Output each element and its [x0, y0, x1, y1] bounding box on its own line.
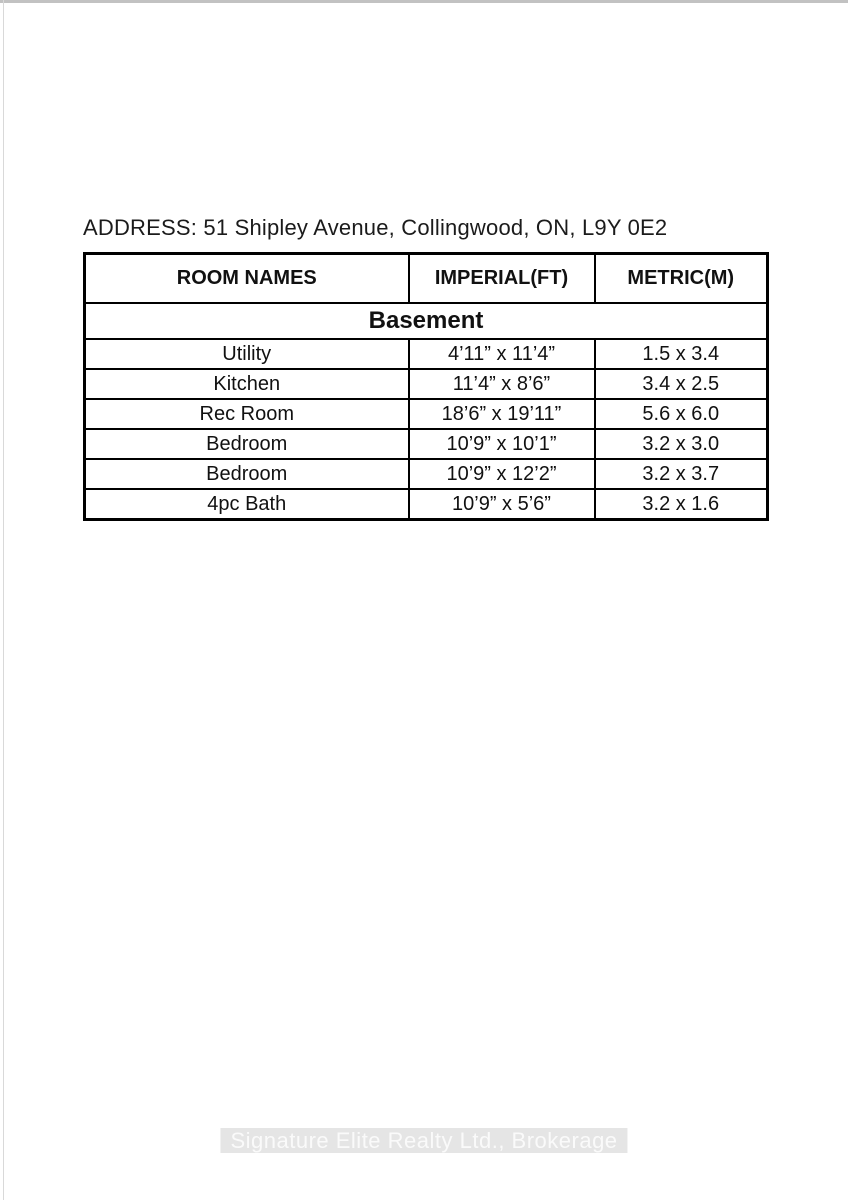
imperial-cell: 18’6” x 19’11”: [409, 399, 595, 429]
room-name-cell: Rec Room: [85, 399, 409, 429]
brokerage-watermark: Signature Elite Realty Ltd., Brokerage: [220, 1128, 627, 1153]
imperial-cell: 10’9” x 12’2”: [409, 459, 595, 489]
room-name-cell: Bedroom: [85, 459, 409, 489]
address-line: ADDRESS: 51 Shipley Avenue, Collingwood, ON, L9Y 0E2: [83, 215, 668, 240]
scan-edge-top: [0, 0, 848, 3]
imperial-cell: 10’9” x 10’1”: [409, 429, 595, 459]
room-name-cell: 4pc Bath: [85, 489, 409, 520]
metric-cell: 1.5 x 3.4: [595, 339, 768, 369]
room-measurements-table: [83, 252, 769, 521]
column-header-room-names: ROOM NAMES: [85, 254, 409, 304]
table-row: [85, 459, 768, 489]
table-row: [85, 399, 768, 429]
metric-cell: 3.4 x 2.5: [595, 369, 768, 399]
column-header-imperial: IMPERIAL(FT): [409, 254, 595, 304]
imperial-cell: 11’4” x 8’6”: [409, 369, 595, 399]
table-row: [85, 489, 768, 520]
metric-cell: 3.2 x 3.7: [595, 459, 768, 489]
imperial-cell: 4’11” x 11’4”: [409, 339, 595, 369]
room-name-cell: Kitchen: [85, 369, 409, 399]
metric-cell: 3.2 x 3.0: [595, 429, 768, 459]
column-header-metric: METRIC(M): [595, 254, 768, 304]
table-row: [85, 339, 768, 369]
metric-cell: 3.2 x 1.6: [595, 489, 768, 520]
section-row-basement: [85, 303, 768, 339]
metric-cell: 5.6 x 6.0: [595, 399, 768, 429]
room-name-cell: Bedroom: [85, 429, 409, 459]
section-title: Basement: [85, 303, 768, 339]
room-name-cell: Utility: [85, 339, 409, 369]
imperial-cell: 10’9” x 5’6”: [409, 489, 595, 520]
table-header-row: [85, 254, 768, 304]
table-row: [85, 369, 768, 399]
table-row: [85, 429, 768, 459]
scan-edge-left: [3, 0, 4, 1200]
